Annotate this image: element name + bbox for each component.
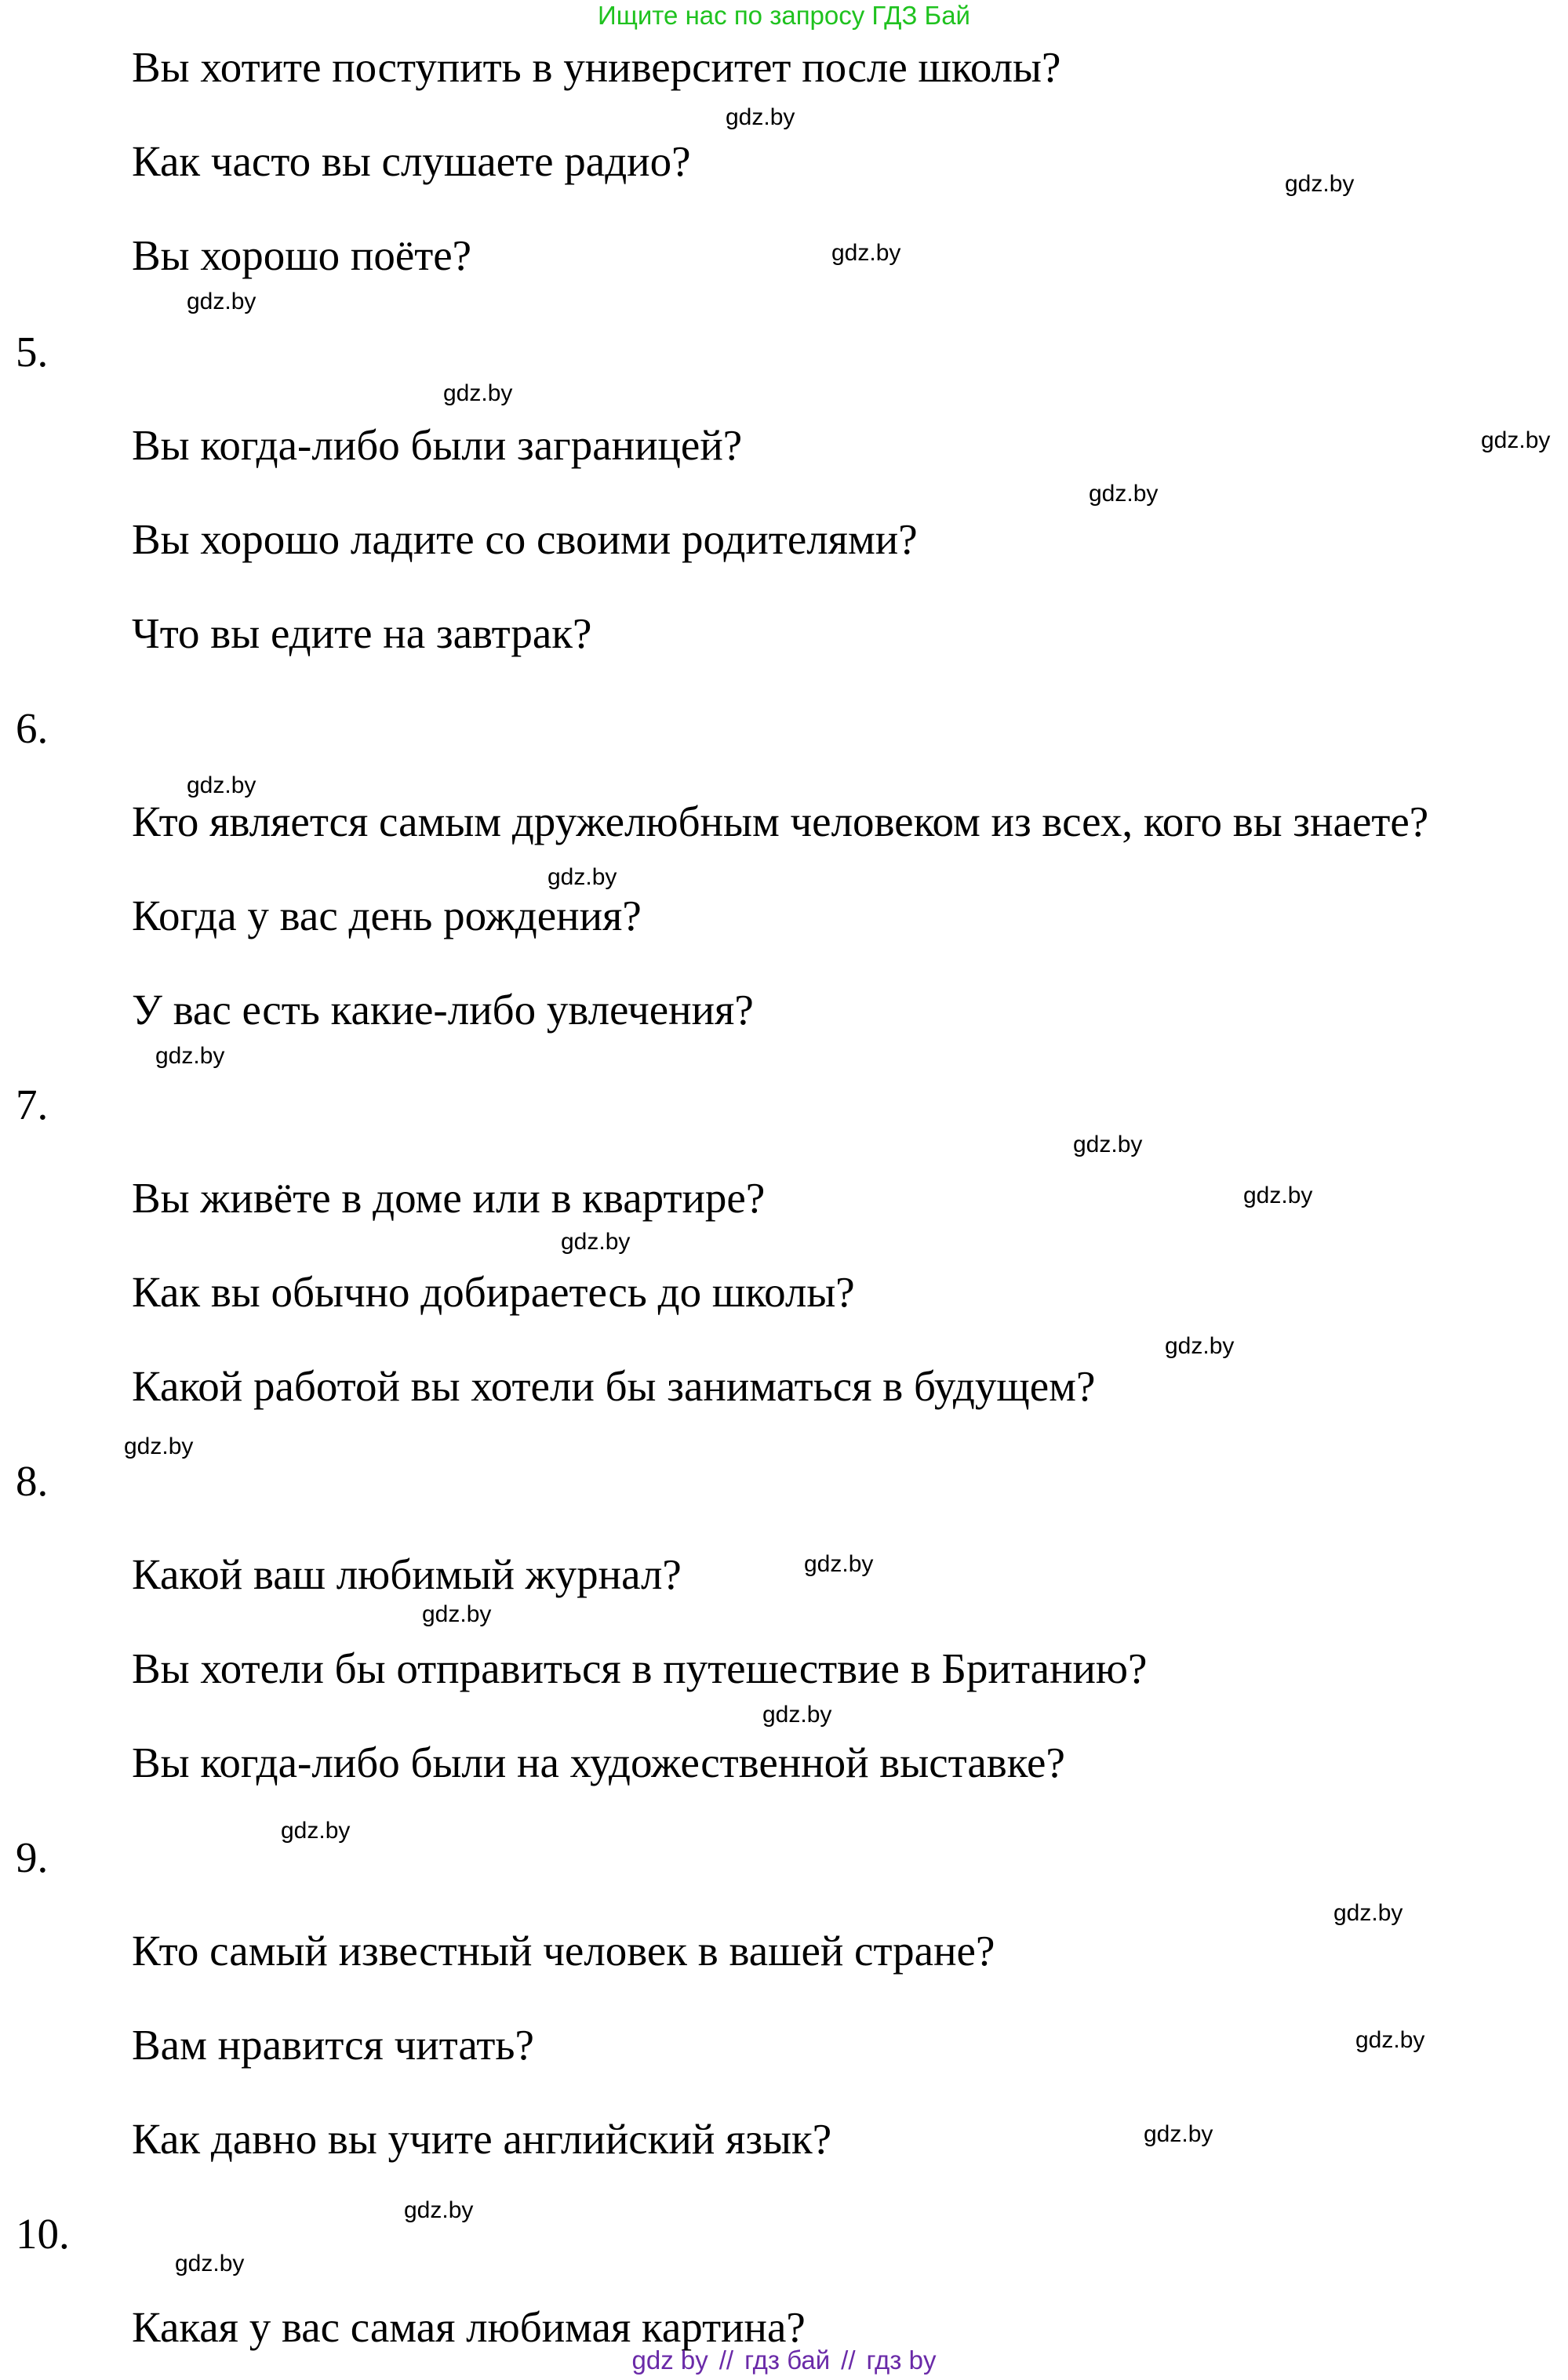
question: У вас есть какие-либо увлечения?	[132, 986, 754, 1034]
question: Вы хорошо поёте?	[132, 231, 472, 279]
question: Вы хотите поступить в университет после школы?	[132, 43, 1061, 91]
section-number: 9.	[16, 1833, 49, 1881]
watermark: gdz.by	[1165, 1333, 1235, 1359]
footer-link-gdz-by-cyr[interactable]: гдз by	[866, 2345, 937, 2375]
question: Вы хорошо ладите со своими родителями?	[132, 515, 918, 563]
question: Вы когда-либо были на художественной выставке?	[132, 1739, 1065, 1786]
watermark: gdz.by	[124, 1433, 194, 1459]
watermark: gdz.by	[404, 2197, 474, 2223]
watermark: gdz.by	[187, 772, 256, 798]
question: Когда у вас день рождения?	[132, 892, 642, 939]
section-number: 8.	[16, 1457, 49, 1505]
watermark: gdz.by	[1073, 1132, 1143, 1157]
watermark: gdz.by	[422, 1601, 492, 1627]
watermark: gdz.by	[726, 104, 795, 130]
watermark: gdz.by	[831, 240, 901, 266]
footer-link-gdz-by[interactable]: gdz by	[631, 2345, 708, 2375]
question: Как давно вы учите английский язык?	[132, 2115, 832, 2163]
section-number: 6.	[16, 704, 49, 752]
watermark: gdz.by	[1144, 2121, 1213, 2147]
watermark: gdz.by	[762, 1702, 832, 1728]
question: Кто самый известный человек в вашей стране?	[132, 1927, 995, 1975]
question: Какой ваш любимый журнал?	[132, 1550, 682, 1598]
footer-separator: //	[841, 2345, 856, 2375]
question: Вы когда-либо были заграницей?	[132, 421, 743, 469]
watermark: gdz.by	[548, 864, 617, 890]
watermark: gdz.by	[1355, 2027, 1425, 2053]
question: Что вы едите на завтрак?	[132, 609, 592, 657]
watermark: gdz.by	[443, 380, 513, 406]
watermark: gdz.by	[1333, 1900, 1403, 1926]
section-number: 7.	[16, 1081, 49, 1128]
watermark: gdz.by	[155, 1043, 225, 1069]
watermark: gdz.by	[1481, 427, 1551, 453]
watermark: gdz.by	[187, 289, 256, 314]
question: Какая у вас самая любимая картина?	[132, 2303, 806, 2351]
question: Кто является самым дружелюбным человеком из всех, кого вы знаете?	[132, 798, 1429, 845]
watermark: gdz.by	[561, 1229, 631, 1255]
watermark: gdz.by	[1285, 171, 1355, 197]
section-number: 10.	[16, 2210, 70, 2258]
footer-links	[0, 2346, 1568, 2375]
header-banner[interactable]: Ищите нас по запросу ГДЗ Бай	[598, 1, 970, 30]
question: Вы хотели бы отправиться в путешествие в Британию?	[132, 1644, 1148, 1692]
watermark: gdz.by	[281, 1818, 351, 1844]
watermark: gdz.by	[1089, 481, 1159, 507]
question: Вам нравится читать?	[132, 2021, 534, 2069]
watermark: gdz.by	[1243, 1183, 1313, 1208]
watermark: gdz.by	[175, 2251, 245, 2276]
section-number: 5.	[16, 328, 49, 376]
question: Как вы обычно добираетесь до школы?	[132, 1268, 855, 1316]
footer-separator: //	[719, 2345, 734, 2375]
question: Как часто вы слушаете радио?	[132, 137, 691, 185]
watermark: gdz.by	[804, 1551, 874, 1577]
question: Какой работой вы хотели бы заниматься в будущем?	[132, 1362, 1096, 1410]
question: Вы живёте в доме или в квартире?	[132, 1174, 766, 1222]
footer-link-gdz-bai[interactable]: гдз бай	[744, 2345, 831, 2375]
